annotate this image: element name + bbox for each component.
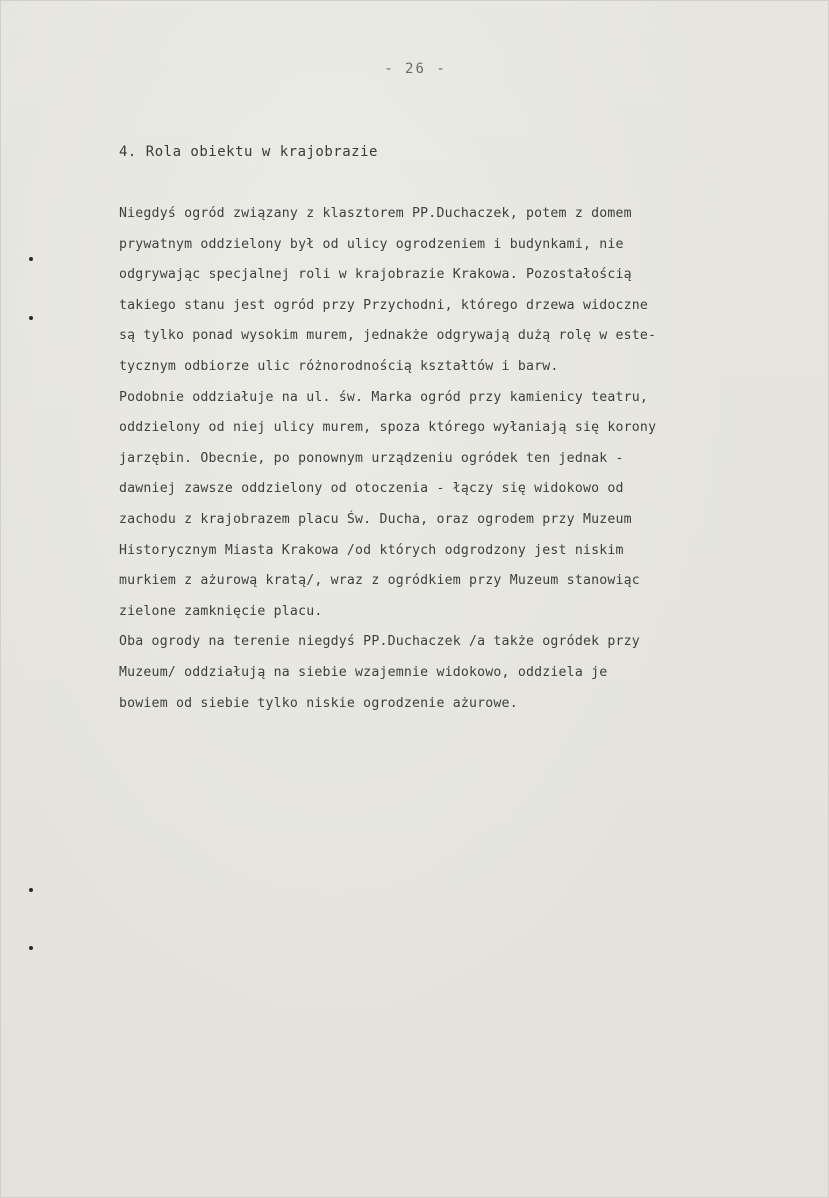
text-line: murkiem z ażurową kratą/, wraz z ogródkiem przy Muzeum stanowiąc <box>119 573 640 589</box>
binder-hole-mark <box>29 946 33 950</box>
text-line: Podobnie oddziałuje na ul. św. Marka ogród przy kamienicy teatru, <box>119 389 649 405</box>
binder-hole-mark <box>29 257 33 261</box>
text-line: Muzeum/ oddziałują na siebie wzajemnie widokowo, oddziela je <box>119 664 608 680</box>
text-line: zielone zamknięcie placu. <box>119 603 323 619</box>
text-line: jarzębin. Obecnie, po ponownym urządzeniu ogródek ten jednak - <box>119 450 624 466</box>
text-line: tycznym odbiorze ulic różnorodnością kształtów i barw. <box>119 358 559 374</box>
text-line: odgrywając specjalnej roli w krajobrazie Krakowa. Pozostałością <box>119 267 632 283</box>
body-text <box>119 199 809 719</box>
text-line: zachodu z krajobrazem placu Św. Ducha, oraz ogrodem przy Muzeum <box>119 511 632 527</box>
text-line: Historycznym Miasta Krakowa /od których odgrodzony jest niskim <box>119 542 624 558</box>
binder-hole-mark <box>29 316 33 320</box>
binder-hole-mark <box>29 888 33 892</box>
text-line: bowiem od siebie tylko niskie ogrodzenie ażurowe. <box>119 695 518 711</box>
text-line: dawniej zawsze oddzielony od otoczenia - łączy się widokowo od <box>119 481 624 497</box>
text-line: takiego stanu jest ogród przy Przychodni, którego drzewa widoczne <box>119 297 649 313</box>
text-line: są tylko ponad wysokim murem, jednakże odgrywają dużą rolę w este- <box>119 328 657 344</box>
text-line: Oba ogrody na terenie niegdyś PP.Duchaczek /a także ogródek przy <box>119 634 640 650</box>
text-line: prywatnym oddzielony był od ulicy ogrodzeniem i budynkami, nie <box>119 236 624 252</box>
text-line: Niegdyś ogród związany z klasztorem PP.Duchaczek, potem z domem <box>119 206 632 221</box>
text-line: oddzielony od niej ulicy murem, spoza którego wyłaniają się korony <box>119 420 657 436</box>
page-number: - 26 - <box>384 61 447 77</box>
section-heading: 4. Rola obiektu w krajobrazie <box>119 144 378 160</box>
